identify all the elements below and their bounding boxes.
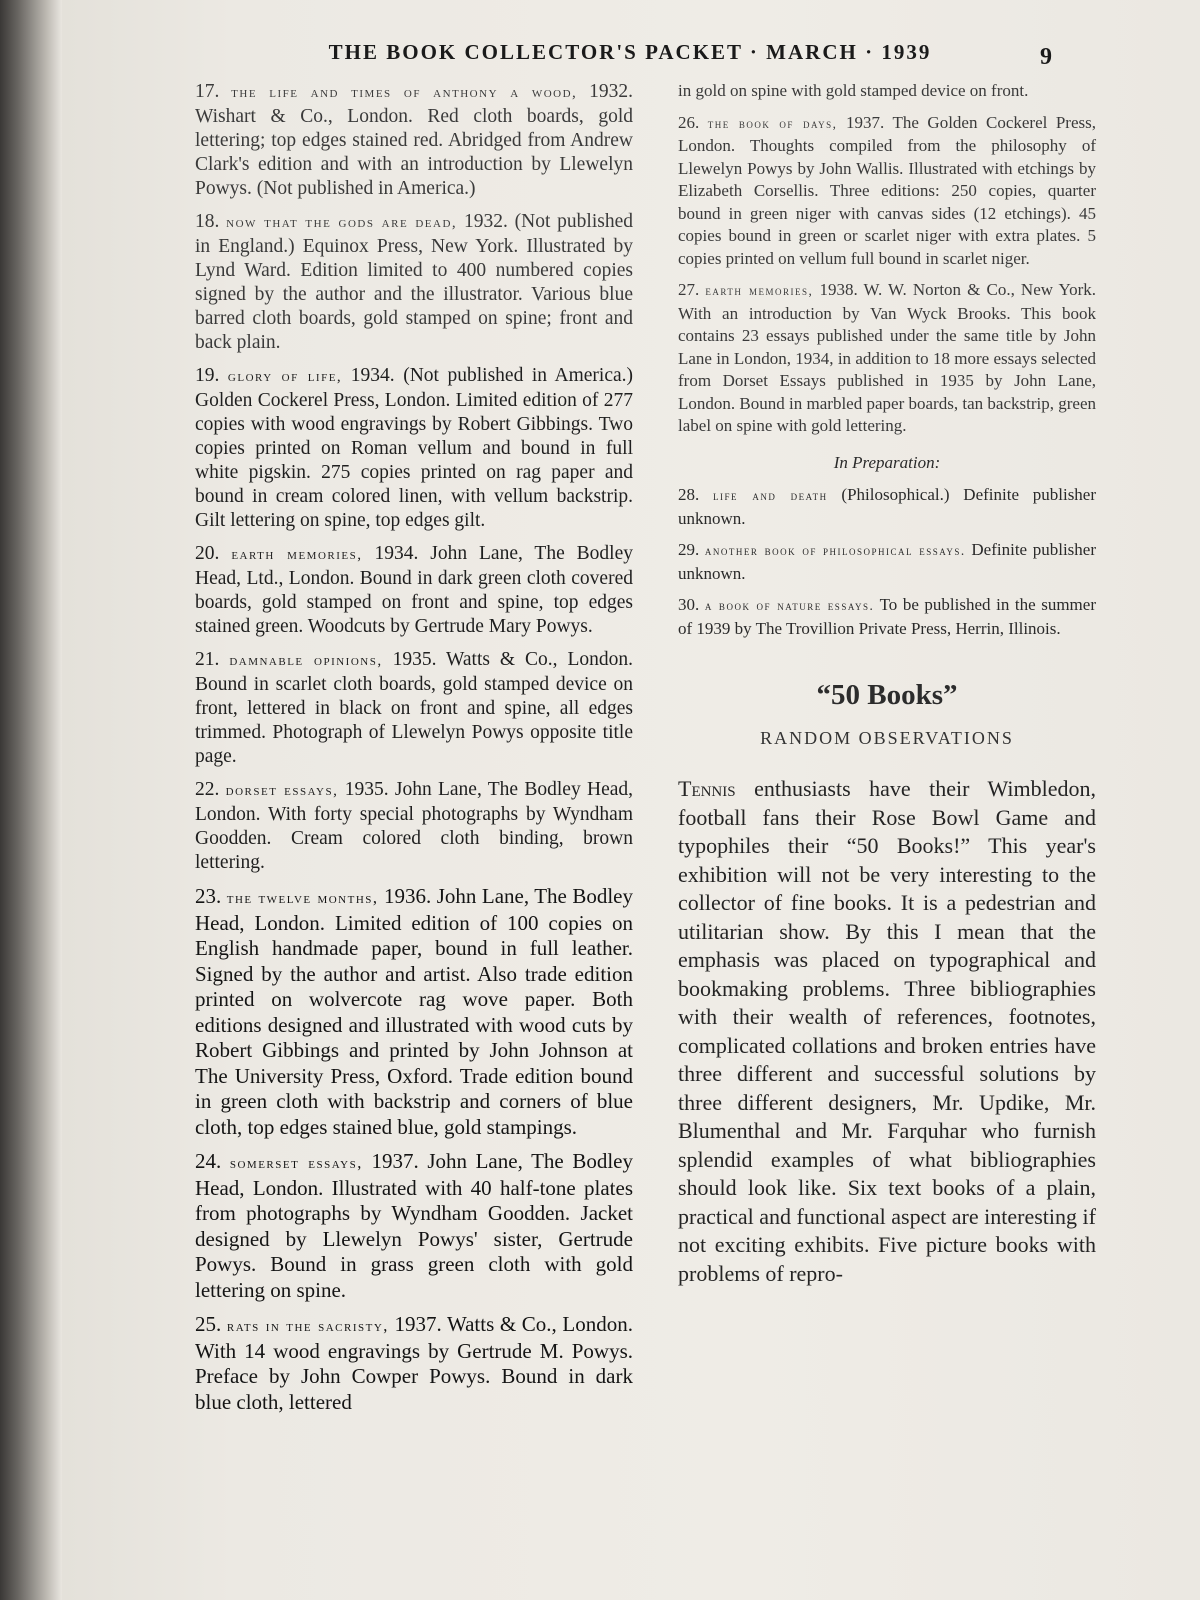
- bibliography-entry-23: [195, 884, 633, 1140]
- bibliography-entry-17: [195, 80, 633, 201]
- entry-text: 1937. The Golden Cockerel Press, London. Thoughts compiled from the philosophy of Llewelyn Powys by John Wallis. Illustrated with etchings by Elizabeth Corsellis. Three editions: 250 copies, quarter bound in green niger with canvas sides (12 etchings). 45 copies bound in green or scarlet niger with extra plates. 5 copies printed on vellum full bound in scarlet niger.: [678, 112, 1096, 268]
- entry-text: 1936. John Lane, The Bodley Head, London. Limited edition of 100 copies on English handmade paper, bound in full leather. Signed by the author and artist. Also trade edition printed on wolvercote rag wove paper. Both editions designed and illustrated with wood cuts by Robert Gibbings and printed by John Johnson at The University Press, Oxford. Trade edition bound in green cloth with backstrip and corners of blue cloth, top edges stained blue, gold stampings.: [195, 884, 633, 1139]
- running-head: THE BOOK COLLECTOR'S PACKET · MARCH · 1939: [328, 40, 932, 64]
- entry-number: 29.: [678, 540, 700, 559]
- left-column: [195, 80, 633, 1424]
- entry-title: life and death: [713, 488, 828, 503]
- bibliography-entry-29: [678, 539, 1096, 585]
- bibliography-entry-18: [195, 210, 633, 355]
- bibliography-entry-24: [195, 1149, 633, 1303]
- right-column: [678, 80, 1096, 1288]
- bibliography-entry-27: [678, 279, 1096, 438]
- bibliography-entry-20: [195, 542, 633, 639]
- entry-title: the twelve months,: [226, 888, 379, 907]
- bibliography-entry-19: [195, 364, 633, 533]
- entry-title: now that the gods are dead,: [226, 214, 458, 231]
- entry-number: 30.: [678, 595, 700, 614]
- article-subtitle: RANDOM OBSERVATIONS: [760, 727, 1014, 748]
- entry-25-continuation: in gold on spine with gold stamped device on front.: [678, 81, 1029, 100]
- entry-text: 1935. Watts & Co., London. Bound in scarlet cloth boards, gold stamped device on front, lettered in black on front and spine, all edges trimmed. Photograph of Llewelyn Powys opposite title page.: [195, 649, 633, 767]
- entry-text: 1938. W. W. Norton & Co., New York. With an introduction by Van Wyck Brooks. This book contains 23 essays published under the same title by John Lane in London, 1934, in addition to 18 more essays selected from Dorset Essays published in 1935 by John Lane, London. Bound in marbled paper boards, tan backstrip, green label on spine with gold lettering.: [678, 280, 1096, 435]
- entry-text: (Philosophical.) Definite publisher unknown.: [678, 485, 1097, 528]
- article-title: “50 Books”: [816, 679, 958, 711]
- entry-text: Definite publisher unknown.: [678, 540, 1097, 583]
- entry-number: 25.: [195, 1312, 222, 1336]
- in-preparation-heading: In Preparation:: [833, 452, 941, 472]
- entry-title: somerset essays,: [229, 1153, 363, 1172]
- bibliography-entry-26: [678, 112, 1096, 271]
- entry-number: 22.: [195, 779, 220, 800]
- bibliography-entry-28: [678, 484, 1096, 530]
- entry-text: 1932. (Not published in England.) Equinox Press, New York. Illustrated by Lynd Ward. Edition limited to 400 numbered copies signed by the author and the illustrator. Various blue barred cloth boards, gold stamped on spine; front and back plain.: [195, 211, 633, 353]
- bibliography-entry-22: [195, 778, 633, 875]
- entry-title: another book of philosophical essays.: [704, 543, 966, 558]
- entry-text: 1934. John Lane, The Bodley Head, Ltd., London. Bound in dark green cloth covered boards, gold stamped on front and spine, top edges stained green. Woodcuts by Gertrude Mary Powys.: [195, 543, 634, 637]
- entry-title: the life and times of anthony a wood,: [231, 84, 578, 101]
- entry-number: 18.: [195, 211, 220, 232]
- page-number: 9: [1040, 44, 1052, 70]
- entry-text: 1932. Wishart & Co., London. Red cloth boards, gold lettering; top edges stained red. Abridged from Andrew Clark's edition and with an introduction by Llewelyn Powys. (Not published in America.): [195, 81, 634, 199]
- entry-number: 23.: [195, 884, 222, 908]
- article-text: enthusiasts have their Wimbledon, football fans their Rose Bowl Game and typophiles their “50 Books!” This year's exhibition will not be very interesting to the collector of fine books. It is a pedestrian and utilitarian show. By this I mean that the emphasis was placed on typographical and bookmaking problems. Three bibliographies with their wealth of references, footnotes, complicated collations and broken entries have three different and successful solutions by three different designers, Mr. Updike, Mr. Blumenthal and Mr. Farquhar who furnish splendid examples of what bibliographies should look like. Six text books of a plain, practical and functional aspect are interesting if not exciting exhibits. Five picture books with problems of repro-: [678, 776, 1096, 1286]
- bibliography-entry-30: [678, 594, 1096, 640]
- entry-title: the book of days,: [707, 115, 838, 131]
- entry-text: 1934. (Not published in America.) Golden Cockerel Press, London. Limited edition of 277 copies with wood engravings by Robert Gibbings. Two copies printed on Roman vellum and bound in full white pigskin. 275 copies printed on rag paper and bound in cream colored linen, with vellum backstrip. Gilt lettering on spine, top edges gilt.: [195, 365, 633, 531]
- entry-text: 1937. John Lane, The Bodley Head, London. Illustrated with 40 half-tone plates from photographs by Wyndham Goodden. Jacket designed by Llewelyn Powys' sister, Gertrude Powys. Bound in grass green cloth with gold lettering on spine.: [195, 1149, 633, 1302]
- entry-number: 21.: [195, 649, 220, 670]
- entry-text: 1937. Watts & Co., London. With 14 wood engravings by Gertrude M. Powys. Preface by John Cowper Powys. Bound in dark blue cloth, lettered: [195, 1312, 633, 1414]
- entry-title: earth memories,: [705, 283, 814, 298]
- entry-title: a book of nature essays.: [704, 598, 875, 613]
- bibliography-entry-25: [195, 1312, 633, 1415]
- entry-title: rats in the sacristy,: [226, 1316, 389, 1335]
- article-lead-word: Tennis: [678, 776, 736, 801]
- entry-number: 20.: [195, 543, 220, 564]
- entry-title: earth memories,: [231, 546, 363, 563]
- entry-title: dorset essays,: [225, 782, 339, 799]
- entry-title: damnable opinions,: [229, 652, 383, 669]
- book-gutter-shadow: [0, 0, 62, 1600]
- entry-text: To be published in the summer of 1939 by The Trovillion Private Press, Herrin, Illinois.: [678, 595, 1096, 638]
- article-body: [678, 775, 1096, 1288]
- entry-number: 19.: [195, 365, 220, 386]
- entry-number: 26.: [678, 112, 700, 132]
- entry-number: 27.: [678, 280, 700, 299]
- entry-text: 1935. John Lane, The Bodley Head, London. With forty special photographs by Wyndham Goodden. Cream colored cloth binding, brown lettering.: [195, 779, 634, 873]
- entry-number: 28.: [678, 485, 700, 504]
- entry-number: 24.: [195, 1149, 222, 1173]
- entry-title: glory of life,: [227, 368, 343, 385]
- entry-number: 17.: [195, 81, 220, 102]
- bibliography-entry-21: [195, 648, 633, 769]
